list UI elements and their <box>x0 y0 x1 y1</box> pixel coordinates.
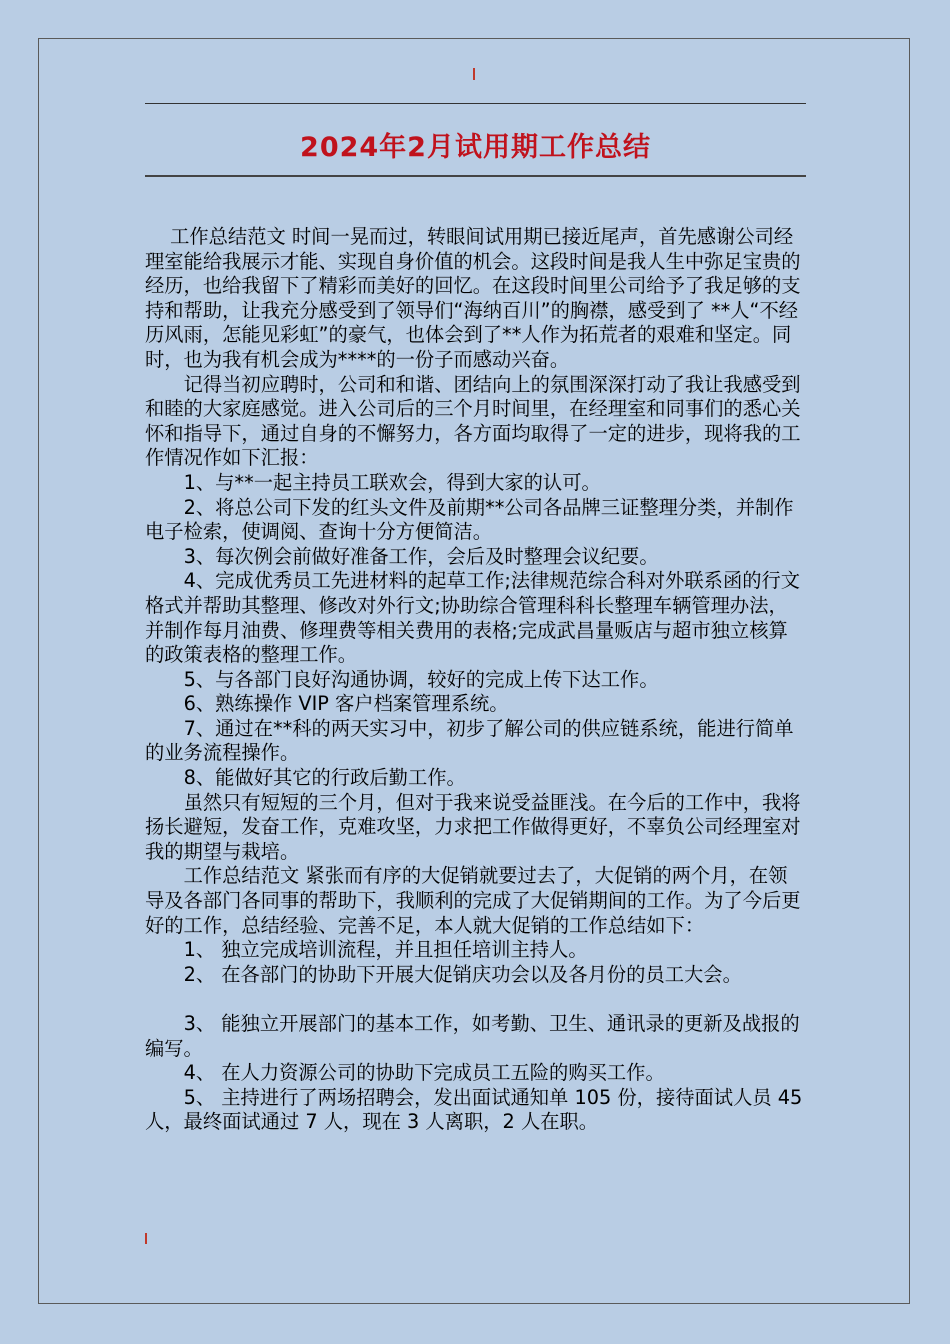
list-item: 2、 在各部门的协助下开展大促销庆功会以及各月份的员工大会。 <box>183 962 742 986</box>
list-item: 5、 主持进行了两场招聘会，发出面试通知单 105 份，接待面试人员 45 人，最终面试通过 7 人，现在 3 人离职，2 人在职。 <box>145 1085 803 1134</box>
header-rule <box>145 103 806 104</box>
list-item: 1、与**一起主持员工联欢会，得到大家的认可。 <box>183 470 601 494</box>
paragraph-conclusion: 虽然只有短短的三个月，但对于我来说受益匪浅。在今后的工作中，我将扬长避短，发奋工作，克难攻坚，力求把工作做得更好，不辜负公司经理室对我的期望与栽培。 <box>145 790 801 863</box>
list-item: 5、与各部门良好沟通协调，较好的完成上传下达工作。 <box>183 667 659 691</box>
footer-cursor-mark <box>145 1233 147 1244</box>
paragraph-promotion-summary: 工作总结范文 紧张而有序的大促销就要过去了，大促销的两个月，在领导及各部门各同事的帮助下，我顺利的完成了大促销期间的工作。为了今后更好的工作，总结经验、完善不足，本人就大促销的工作总结如下： <box>145 864 801 937</box>
list-item: 6、熟练操作 VIP 客户档案管理系统。 <box>183 692 509 716</box>
list-item: 1、 独立完成培训流程，并且担任培训主持人。 <box>183 938 588 962</box>
paragraph-recall: 记得当初应聘时，公司和和谐、团结向上的氛围深深打动了我让我感受到和睦的大家庭感觉。进入公司后的三个月时间里，在经理室和同事们的悉心关怀和指导下，通过自身的不懈努力，各方面均取得了一定的进步，现将我的工作情况作如下汇报： <box>145 372 801 470</box>
list-item: 4、完成优秀员工先进材料的起草工作;法律规范综合科对外联系函的行文格式并帮助其整理、修改对外行文;协助综合管理科科长整理车辆管理办法，并制作每月油费、修理费等相关费用的表格;完成武昌量贩店与超市独立核算的政策表格的整理工作。 <box>145 569 801 667</box>
list-item: 2、将总公司下发的红头文件及前期**公司各品牌三证整理分类，并制作电子检索，使调阅、查询十分方便简洁。 <box>145 495 794 544</box>
document-body <box>145 225 806 1135</box>
blank-line <box>145 987 806 1012</box>
header-cursor-mark <box>473 68 475 80</box>
list-item: 3、 能独立开展部门的基本工作，如考勤、卫生、通讯录的更新及战报的编写。 <box>145 1012 800 1060</box>
title-underline <box>145 175 806 177</box>
list-item: 8、能做好其它的行政后勤工作。 <box>183 766 466 790</box>
list-item: 3、每次例会前做好准备工作，会后及时整理会议纪要。 <box>183 544 659 568</box>
document-title: 2024年2月试用期工作总结 <box>300 132 651 163</box>
list-item: 4、 在人力资源公司的协助下完成员工五险的购买工作。 <box>183 1061 665 1085</box>
list-item: 7、通过在**科的两天实习中，初步了解公司的供应链系统，能进行简单的业务流程操作。 <box>145 716 794 765</box>
paragraph-intro: 工作总结范文 时间一晃而过，转眼间试用期已接近尾声，首先感谢公司经理室能给我展示才能、实现自身价值的机会。这段时间是我人生中弥足宝贵的经历，也给我留下了精彩而美好的回忆。在这段时间里公司给予了我足够的支持和帮助，让我充分感受到了领导们“海纳百川”的胸襟，感受到了 **人“不经历风雨，怎能见彩虹”的豪气，也体会到了**人作为拓荒者的艰难和坚定。同时，也为我有机会成为****的一份子而感动兴奋。 <box>145 225 801 371</box>
